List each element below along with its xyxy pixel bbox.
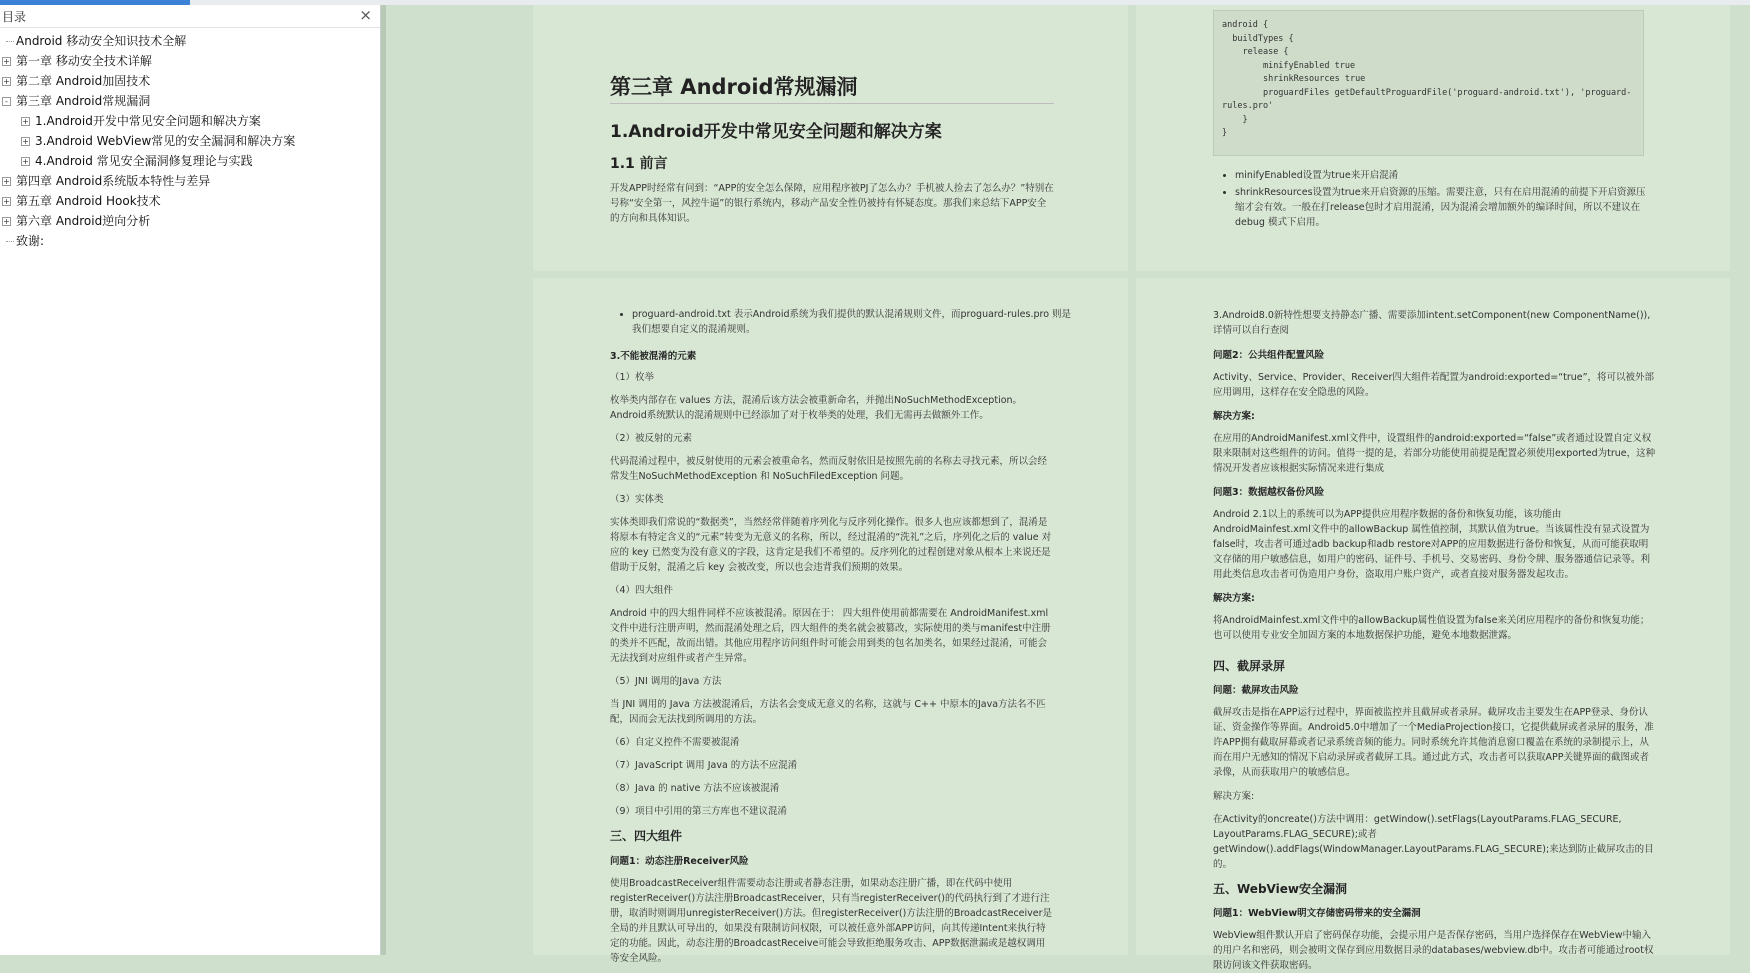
toc-item-label: Android 移动安全知识技术全解 [16,34,187,48]
code-text: android { buildTypes { release { minifyEnabled true shrinkResources true proguardFiles getDefaultProguardFile('proguard-android.txt'), 'proguard-rules.pro' } } [1222,20,1632,138]
chapter-title: 第三章 Android常规漏洞 [610,75,858,99]
expand-icon[interactable]: + [22,117,29,126]
toc-tree [0,31,380,251]
item-jni: （5）JNI 调用的Java 方法 [610,676,722,687]
expand-icon[interactable]: + [22,157,29,166]
expand-icon[interactable]: + [22,137,29,146]
heading-solution: 解决方案: [1213,411,1255,422]
item-custom-view: （6）自定义控件不需要被混淆 [610,737,740,748]
heading-problem-1: 问题1：动态注册Receiver风险 [610,856,749,867]
toc-item[interactable] [0,71,380,91]
toc-item[interactable] [0,131,380,151]
item-entity: （3）实体类 [610,494,664,505]
para-screenshot: 截屏攻击是指在APP运行过程中，界面被监控并且截屏或者录屏。截屏攻击主要发生在APP登录、身份认证、资金操作等界面。Android5.0中增加了一个MediaProjection接口，它提供截屏或者录屏的服务，准许APP拥有截取屏幕或者记录系统音频的能力。同时系统允许其他消息窗口覆盖在系统的录制提示上，从而在用户无感知的情况下启动录屏或者截屏工具。通过此方式，攻击者可以获取APP关键界面的截图或者录像，从而获取用户的敏感信息。 [1213,707,1654,778]
para-components: Android 中的四大组件同样不应该被混淆。原因在于： 四大组件使用前都需要在 AndroidManifest.xml 文件中进行注册声明，然而混淆处理之后，四大组件的类名就会被篡改，实际使用的类与manifest中注册的类并不匹配，故而出错。其他应用程序访问组件时可能会用到类的包名加类名，如果经过混淆，可能会无法找到对应组件或者产生异常。 [610,608,1051,664]
heading-solution-plain: 解决方案: [1213,791,1255,802]
toc-header [0,5,380,28]
expand-icon[interactable]: + [3,197,10,206]
section-title: 1.Android开发中常见安全问题和解决方案 [610,122,942,142]
sub-title: 1.1 前言 [610,156,668,172]
toc-item-label: 第五章 Android Hook技术 [16,194,161,208]
title-divider [610,103,1054,104]
item-enum: （1）枚举 [610,372,655,383]
item-reflection: （2）被反射的元素 [610,433,693,444]
toc-item[interactable] [0,231,380,251]
toc-item-label: 第四章 Android系统版本特性与差异 [16,174,211,188]
toc-item-label: 第六章 Android逆向分析 [16,214,151,228]
expand-icon[interactable]: + [3,77,10,86]
toc-item[interactable] [0,91,380,111]
close-icon[interactable]: × [359,6,372,24]
toc-item[interactable] [0,171,380,191]
list-item: • shrinkResources设置为true来开启资源的压缩。需要注意，只有在启用混淆的前提下开启资源压缩才会有效。一般在打release包时才启用混淆，因为混淆会增加额外的编译时间，所以不建议在debug 模式下启用。 [1235,185,1655,230]
sidebar-divider[interactable] [381,5,386,955]
item-components: （4）四大组件 [610,585,674,596]
heading-solution: 解决方案: [1213,593,1255,604]
heading-webview: 五、WebView安全漏洞 [1213,882,1347,896]
doc-page-3 [533,278,1128,964]
toc-item[interactable] [0,111,380,131]
doc-page-1 [533,5,1128,271]
expand-icon[interactable]: + [3,177,10,186]
heading-webview-problem: 问题1：WebView明文存储密码带来的安全漏洞 [1213,908,1421,919]
toc-item[interactable] [0,151,380,171]
expand-icon[interactable]: + [3,217,10,226]
tree-line-icon [6,41,14,42]
para-entity: 实体类即我们常说的“数据类”，当然经常伴随着序列化与反序列化操作。很多人也应该都想到了，混淆是将原本有特定含义的“元素”转变为无意义的名称，所以，经过混淆的“洗礼”之后，序列化之后的 value 对应的 key 已然变为没有意义的字段，这肯定是我们不希望的。反序列化的过程创建对象从根本上来说还是借助于反射，混淆之后 key 会被改变，所以也会违背我们预期的效果。 [610,517,1052,573]
heading-problem-2: 问题2：公共组件配置风险 [1213,350,1325,361]
item-javascript: （7）JavaScript 调用 Java 的方法不应混淆 [610,760,798,771]
toc-item-label: 第三章 Android常规漏洞 [16,94,151,108]
list-item: • minifyEnabled设置为true来开启混淆 [1235,168,1655,183]
toc-item[interactable] [0,211,380,231]
code-block [1213,10,1644,156]
toc-item[interactable] [0,31,380,51]
tree-line-icon [6,241,14,242]
intro-paragraph: 开发APP时经常有问到：“APP的安全怎么保障，应用程序被PJ了怎么办？手机被人捡去了怎么办？”特别在号称“安全第一，风控牛逼”的银行系统内，移动产品安全性仍被持有怀疑态度。那我们来总结下APP安全的方向和具体知识。 [610,183,1054,224]
para-screenshot-solution: 在Activity的oncreate()方法中调用：getWindow().setFlags(LayoutParams.FLAG_SECURE, LayoutParams.FLAG_SECURE);或者getWindow().addFlags(WindowManager.LayoutParams.FLAG_SECURE);来达到防止截屏攻击的目的。 [1213,814,1654,870]
para-receiver: 使用BroadcastReceiver组件需要动态注册或者静态注册，如果动态注册广播，即在代码中使用registerReceiver()方法注册BroadcastReceiver，只有当registerReceiver()的代码执行到了才进行注册，取消时则调用unregisterReceiver()方法。但registerReceiver()方法注册的BroadcastReceiver是全局的并且默认可导出的，如果没有限制访问权限，可以被任意外部APP访问，向其传递Intent来执行特定的功能。因此，动态注册的BroadcastReceive可能会导致拒绝服务攻击、APP数据泄漏或是越权调用等安全风险。 [610,878,1053,964]
collapse-icon[interactable]: - [2,97,11,106]
item-third-party: （9）项目中引用的第三方库也不建议混淆 [610,806,788,817]
heading-screenshot: 四、截屏录屏 [1213,659,1286,673]
heading-not-obfuscated: 3.不能被混淆的元素 [610,351,697,362]
toc-item-label: 3.Android WebView常见的安全漏洞和解决方案 [35,134,296,148]
para-webview: WebView组件默认开启了密码保存功能，会提示用户是否保存密码，当用户选择保存在WebView中输入的用户名和密码，则会被明文保存到应用数据目录的databases/webview.db中。攻击者可能通过root权限访问该文件获取密码。 [1213,930,1654,971]
para-jni: 当 JNI 调用的 Java 方法被混淆后，方法名会变成无意义的名称，这就与 C++ 中原本的Java方法名不匹配，因而会无法找到所调用的方法。 [610,699,1046,725]
doc-page-2 [1136,5,1730,271]
toc-item-label: 4.Android 常见安全漏洞修复理论与实践 [35,154,253,168]
list-item: • proguard-android.txt 表示Android系统为我们提供的默认混淆规则文件，而proguard-rules.pro 则是我们想要自定义的混淆规则。 [632,307,1072,337]
toc-sidebar [0,5,381,955]
heading-four-components: 三、四大组件 [610,829,683,843]
config-bullet-list [1213,168,1655,232]
heading-screenshot-problem: 问题：截屏攻击风险 [1213,685,1299,696]
doc-page-4 [1136,278,1730,971]
para-backup: Android 2.1以上的系统可以为APP提供应用程序数据的备份和恢复功能，该功能由AndroidMainfest.xml文件中的allowBackup 属性值控制，其默认值为true。当该属性没有显式设置为false时，攻击者可通过adb backup和adb restore对APP的应用数据进行备份和恢复，从而可能获取明文存储的用户敏感信息，如用户的密码、证件号、手机号、交易密码、身份令牌、服务器通信记录等。利用此类信息攻击者可伪造用户身份，盗取用户账户资产，或者直接对服务器发起攻击。 [1213,509,1651,580]
para-reflection: 代码混淆过程中，被反射使用的元素会被重命名，然而反射依旧是按照先前的名称去寻找元素，所以会经常发生NoSuchMethodException 和 NoSuchFiledException 问题。 [610,456,1048,482]
para-enum: 枚举类内部存在 values 方法，混淆后该方法会被重新命名，并抛出NoSuchMethodException。Android系统默认的混淆规则中已经添加了对于枚举类的处理，我们无需再去做额外工作。 [610,395,1023,421]
heading-problem-3: 问题3：数据越权备份风险 [1213,487,1325,498]
item-native: （8）Java 的 native 方法不应该被混淆 [610,783,780,794]
toc-item-label: 1.Android开发中常见安全问题和解决方案 [35,114,261,128]
toc-title: 目录 [2,10,27,24]
para-backup-solution: 将AndroidMainfest.xml文件中的allowBackup属性值设置为false来关闭应用程序的备份和恢复功能；也可以使用专业安全加固方案的本地数据保护功能，避免本地数据泄露。 [1213,615,1650,641]
toc-item[interactable] [0,51,380,71]
toc-item-label: 第二章 Android加固技术 [16,74,151,88]
toc-item-label: 致谢: [16,234,45,248]
toc-item[interactable] [0,191,380,211]
proguard-bullet-list [610,307,1072,339]
toc-item-label: 第一章 移动安全技术详解 [16,54,152,68]
expand-icon[interactable]: + [3,57,10,66]
para-exported: Activity、Service、Provider、Receiver四大组件若配置为android:exported=“true”，将可以被外部应用调用，这样存在安全隐患的风险。 [1213,372,1655,398]
para-exported-solution: 在应用的AndroidManifest.xml文件中，设置组件的android:exported=“false”或者通过设置自定义权限来限制对这些组件的访问。值得一提的是，若部分功能使用前提是配置必须使用exported为true，这种情况开发者应该根据实际情况来进行集成 [1213,433,1656,474]
para-android8: 3.Android8.0新特性想要支持静态广播、需要添加intent.setComponent(new ComponentName()),详情可以自行查阅 [1213,310,1651,336]
